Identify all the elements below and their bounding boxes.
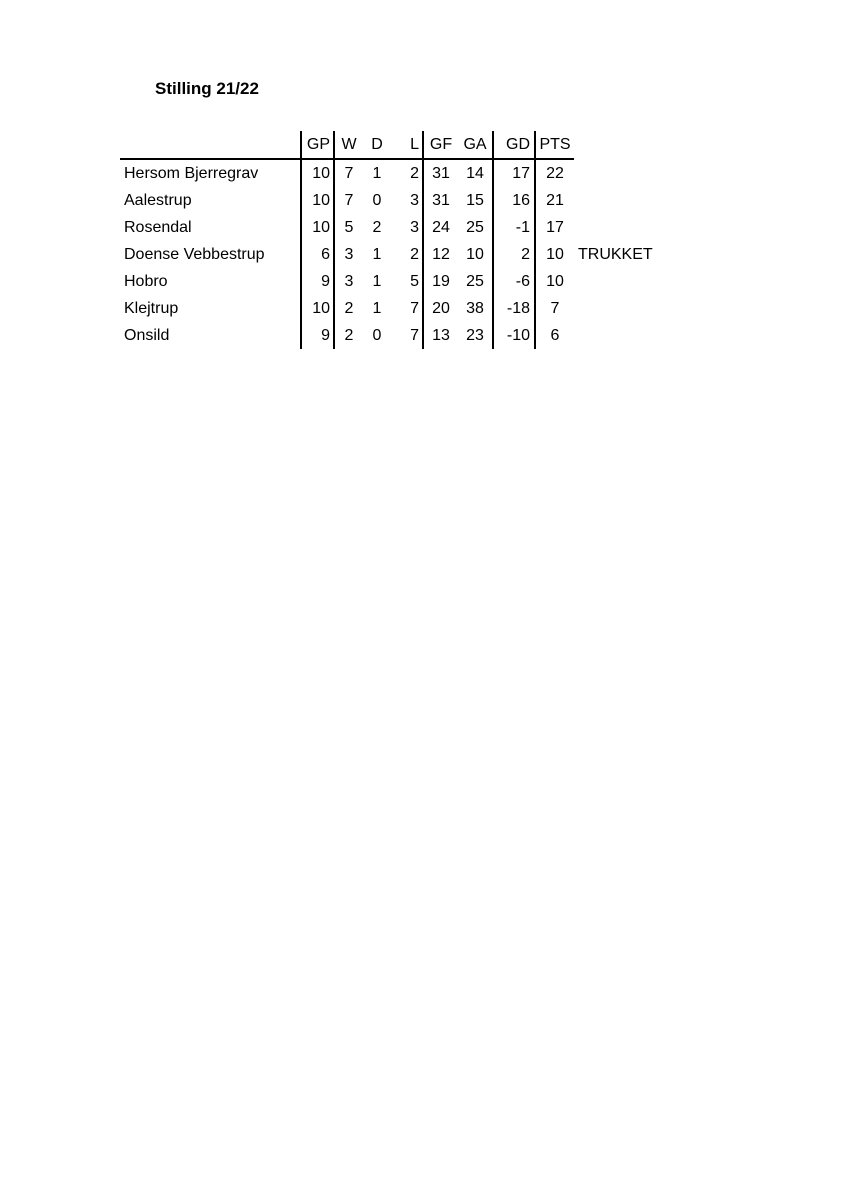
cell-gf: 13 <box>423 322 458 349</box>
cell-note <box>574 187 668 214</box>
table-row <box>120 295 668 322</box>
header-note-blank <box>574 131 668 159</box>
cell-gd: -1 <box>493 214 535 241</box>
cell-w: 7 <box>334 159 363 187</box>
team-name: Onsild <box>124 327 170 344</box>
team-name: Aalestrup <box>124 192 192 209</box>
table-row <box>120 214 668 241</box>
cell-note <box>574 268 668 295</box>
column-header-gd: GD <box>493 131 535 159</box>
cell-l: 2 <box>410 165 419 182</box>
cell-gd: -10 <box>493 322 535 349</box>
cell-d: 0 <box>372 192 382 209</box>
cell-note <box>574 214 668 241</box>
cell-pts: 10 <box>535 268 574 295</box>
cell-pts: 22 <box>535 159 574 187</box>
cell-gp: 10 <box>301 295 334 322</box>
cell-d: 2 <box>372 219 382 236</box>
cell-l: 7 <box>410 327 419 344</box>
cell-ga: 23 <box>466 327 484 344</box>
cell-l: 5 <box>410 273 419 290</box>
cell-ga: 15 <box>466 192 484 209</box>
cell-ga: 25 <box>466 273 484 290</box>
column-header-gf: GF <box>423 131 458 159</box>
cell-l: 2 <box>410 246 419 263</box>
cell-w: 3 <box>334 241 363 268</box>
cell-gd: 2 <box>493 241 535 268</box>
team-name: Klejtrup <box>124 300 179 317</box>
cell-gd: -6 <box>493 268 535 295</box>
cell-gp: 9 <box>301 268 334 295</box>
cell-pts: 6 <box>535 322 574 349</box>
team-name: Hersom Bjerregrav <box>124 165 259 182</box>
cell-gf: 31 <box>423 187 458 214</box>
cell-ga: 25 <box>466 219 484 236</box>
cell-w: 5 <box>334 214 363 241</box>
cell-note <box>574 159 668 187</box>
cell-ga: 10 <box>466 246 484 263</box>
column-header-ga: GA <box>458 131 493 159</box>
column-header-pts: PTS <box>535 131 574 159</box>
cell-gd: 16 <box>493 187 535 214</box>
cell-gd: -18 <box>493 295 535 322</box>
cell-l: 7 <box>410 300 419 317</box>
cell-note <box>574 322 668 349</box>
cell-gp: 10 <box>301 187 334 214</box>
cell-gp: 6 <box>301 241 334 268</box>
cell-pts: 17 <box>535 214 574 241</box>
cell-d: 1 <box>372 165 382 182</box>
header-team-blank <box>120 131 301 159</box>
cell-pts: 10 <box>535 241 574 268</box>
team-name: Doense Vebbestrup <box>124 246 265 263</box>
cell-d: 1 <box>372 273 382 290</box>
cell-gf: 19 <box>423 268 458 295</box>
table-row <box>120 268 668 295</box>
column-header-gp: GP <box>301 131 334 159</box>
cell-gp: 9 <box>301 322 334 349</box>
column-header-w: W <box>334 131 363 159</box>
cell-d: 0 <box>372 327 382 344</box>
cell-ga: 38 <box>466 300 484 317</box>
standings-table <box>120 131 668 349</box>
cell-pts: 7 <box>535 295 574 322</box>
cell-w: 2 <box>334 322 363 349</box>
cell-w: 7 <box>334 187 363 214</box>
table-row <box>120 187 668 214</box>
column-header-l: L <box>391 131 423 159</box>
table-row <box>120 159 668 187</box>
cell-d: 1 <box>372 246 382 263</box>
cell-w: 3 <box>334 268 363 295</box>
cell-gd: 17 <box>493 159 535 187</box>
cell-gf: 24 <box>423 214 458 241</box>
cell-gp: 10 <box>301 159 334 187</box>
cell-gf: 31 <box>423 159 458 187</box>
team-name: Rosendal <box>124 219 192 236</box>
cell-w: 2 <box>334 295 363 322</box>
table-row <box>120 241 668 268</box>
cell-l: 3 <box>410 219 419 236</box>
cell-gf: 20 <box>423 295 458 322</box>
column-header-d: D <box>363 131 391 159</box>
cell-gf: 12 <box>423 241 458 268</box>
cell-l: 3 <box>410 192 419 209</box>
cell-note <box>574 295 668 322</box>
team-name: Hobro <box>124 273 168 290</box>
cell-gp: 10 <box>301 214 334 241</box>
table-header-row <box>120 131 668 159</box>
page-title: Stilling 21/22 <box>155 79 259 98</box>
cell-pts: 21 <box>535 187 574 214</box>
table-row <box>120 322 668 349</box>
withdrawn-note: TRUKKET <box>578 246 653 263</box>
cell-d: 1 <box>372 300 382 317</box>
cell-ga: 14 <box>466 165 484 182</box>
